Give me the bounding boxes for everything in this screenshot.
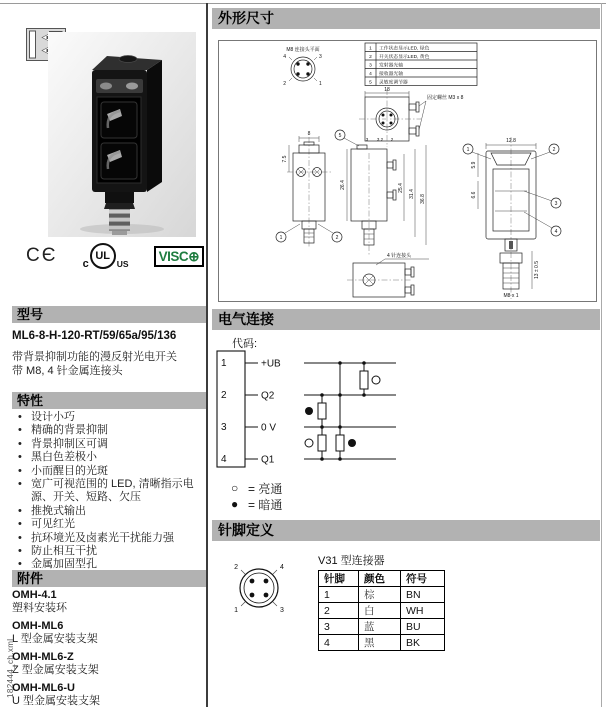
svg-text:灵敏度调节器: 灵敏度调节器 [379, 80, 408, 86]
connector-type-label: V31 型连接器 [318, 555, 385, 567]
model-section-header: 型号 [12, 306, 206, 323]
code-label: 代码: [232, 338, 258, 350]
ul-mark [83, 243, 129, 269]
bottom-view [347, 252, 429, 297]
pin-table-row: 2 白 WH [319, 603, 445, 619]
svg-text:3: 3 [369, 63, 372, 69]
feature-item: • 背景抑制区可调 [12, 438, 206, 451]
svg-text:12.8: 12.8 [506, 138, 516, 144]
accessories-section-header: 附件 [12, 570, 206, 587]
m8-face-label: M8 连接头平面 [286, 47, 320, 53]
accessory-desc: Z 型金属安装支架 [12, 664, 99, 676]
accessory-item [12, 651, 206, 677]
accessory-name: OMH-ML6-U [12, 682, 75, 694]
svg-text:5: 5 [369, 80, 372, 86]
filled-circle-icon: ● [231, 497, 239, 511]
m8-face-pin: 2 [283, 81, 286, 87]
svg-text:18: 18 [384, 87, 390, 93]
connection-diagram [214, 345, 446, 476]
dimensions-section-header: 外形尺寸 [212, 8, 600, 29]
svg-text:开关状态显示LED, 黄色: 开关状态显示LED, 黄色 [379, 54, 430, 60]
pin-table-header-row: 针脚 颜色 符号 [319, 571, 445, 587]
svg-text:3: 3 [221, 422, 227, 433]
feature-item: • 可见红光 [12, 518, 206, 531]
feature-item: • 推挽式输出 [12, 505, 206, 518]
svg-text:3: 3 [280, 607, 284, 614]
svg-text:Q2: Q2 [261, 390, 275, 402]
svg-text:工作状态显示LED, 绿色: 工作状态显示LED, 绿色 [379, 46, 430, 52]
svg-text:+UB: +UB [261, 358, 281, 370]
top-rule [0, 3, 606, 4]
connector-label: 4 针连接头 [387, 253, 412, 259]
callout-2: 2 [552, 147, 556, 153]
pin-table [318, 570, 445, 651]
electrical-section-header: 电气连接 [212, 309, 600, 330]
features-section-header: 特性 [12, 392, 206, 409]
top-view [359, 87, 464, 147]
rear-view [276, 131, 342, 247]
callout-1: 1 [279, 235, 283, 241]
front-view [463, 137, 561, 299]
ul-us-label: US [116, 259, 129, 269]
model-description-2: 带 M8, 4 针金属连接头 [12, 365, 123, 377]
feature-item: • 宽广可视范围的 LED, 清晰指示电源、开关、短路、欠压 [12, 478, 206, 505]
svg-text:5.9: 5.9 [471, 161, 477, 169]
svg-text:8: 8 [307, 131, 311, 137]
svg-text:3: 3 [365, 137, 369, 142]
screws-label: 固定螺丝 M3 x 8 [427, 95, 464, 101]
output-legend [231, 480, 282, 512]
ul-c-label: c [82, 258, 89, 270]
svg-text:发射器光轴: 发射器光轴 [379, 63, 403, 69]
svg-text:4: 4 [369, 71, 372, 77]
pin-table-row: 1 棕 BN [319, 587, 445, 603]
svg-text:36.8: 36.8 [420, 194, 426, 204]
right-rule [601, 3, 602, 707]
open-circle-icon: ○ [231, 481, 239, 495]
svg-text:2: 2 [369, 54, 372, 60]
svg-text:1: 1 [221, 358, 227, 369]
svg-text:2: 2 [390, 137, 394, 142]
svg-text:4: 4 [280, 564, 284, 571]
side-view [335, 130, 426, 255]
m8-face-pin: 3 [319, 54, 322, 60]
svg-text:0 V: 0 V [261, 422, 277, 434]
feature-item: • 黑白色差极小 [12, 451, 206, 464]
feature-item: • 防止相互干扰 [12, 545, 206, 558]
svg-text:4: 4 [221, 454, 227, 465]
svg-text:接收器光轴: 接收器光轴 [379, 71, 403, 77]
svg-text:26.4: 26.4 [340, 180, 346, 190]
svg-text:1: 1 [369, 46, 372, 52]
accessory-name: OMH-ML6 [12, 620, 64, 632]
feature-item: • 抗环境光及卤素光干扰能力强 [12, 532, 206, 545]
model-description-1: 带背景抑制功能的漫反射光电开关 [12, 351, 177, 363]
dimension-drawing [218, 40, 597, 302]
m8-face-pin: 4 [283, 54, 286, 60]
thread-label: M8 x 1 [503, 293, 519, 299]
ce-mark: CЄ [26, 245, 58, 266]
product-photo [48, 32, 196, 237]
document-code: 182444_ch.xml [6, 638, 15, 698]
svg-text:1: 1 [234, 607, 238, 614]
certification-row [26, 242, 204, 270]
features-list [12, 411, 206, 572]
callout-1: 1 [466, 147, 470, 153]
svg-text:7.5: 7.5 [282, 155, 288, 163]
accessory-name: OMH-4.1 [12, 589, 57, 601]
accessories-list [12, 589, 206, 707]
accessory-name: OMH-ML6-Z [12, 651, 74, 663]
feature-item: • 小而醒目的光斑 [12, 465, 206, 478]
m8-face-pin: 1 [319, 81, 322, 87]
connector-face-diagram [224, 552, 294, 627]
visco-mark: VISC⊕ [154, 246, 204, 267]
accessory-item [12, 682, 206, 707]
callout-4: 4 [554, 229, 558, 235]
accessory-item [12, 620, 206, 646]
svg-text:6.6: 6.6 [471, 191, 477, 199]
pin-table-row: 3 蓝 BU [319, 619, 445, 635]
callout-5: 5 [338, 133, 342, 139]
drawing-legend-table [365, 43, 477, 86]
pin-definition-section-header: 针脚定义 [212, 520, 600, 541]
feature-item: • 精确的背景抑制 [12, 424, 206, 437]
legend-dark-on: ● = 暗通 [231, 497, 283, 512]
model-number: ML6-8-H-120-RT/59/65a/95/136 [12, 330, 177, 342]
legend-light-on: ○ = 亮通 [231, 481, 283, 496]
column-divider [206, 3, 208, 707]
svg-text:31.4: 31.4 [409, 189, 415, 199]
svg-text:2: 2 [234, 564, 238, 571]
feature-item: • 金属加固型孔 [12, 558, 206, 571]
svg-text:25.4: 25.4 [398, 183, 404, 193]
accessory-desc: 塑料安装环 [12, 602, 67, 614]
accessory-desc: U 型金属安装支架 [12, 695, 100, 707]
svg-text:13 ± 0.5: 13 ± 0.5 [534, 260, 540, 280]
accessory-desc: L 型金属安装支架 [12, 633, 98, 645]
callout-3: 3 [554, 201, 558, 207]
svg-text:3.2: 3.2 [376, 137, 384, 142]
ul-logo: UL [90, 243, 116, 269]
callout-2: 2 [335, 235, 339, 241]
svg-text:2: 2 [221, 390, 227, 401]
feature-item: • 设计小巧 [12, 411, 206, 424]
accessory-item [12, 589, 206, 615]
svg-text:Q1: Q1 [261, 454, 275, 466]
pin-table-row: 4 黑 BK [319, 635, 445, 651]
